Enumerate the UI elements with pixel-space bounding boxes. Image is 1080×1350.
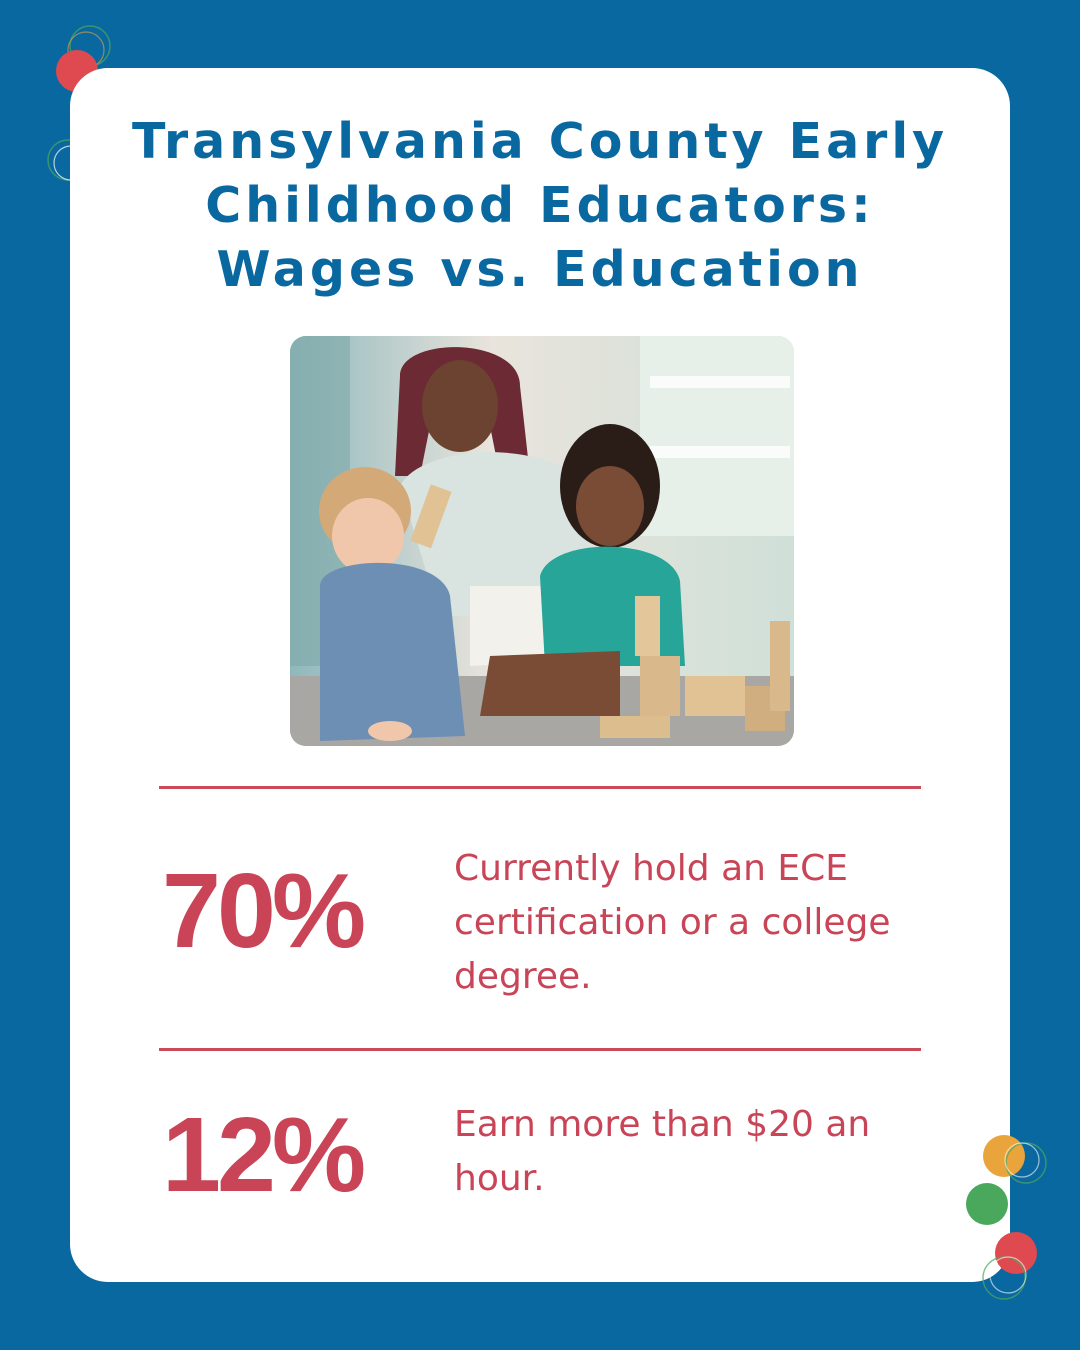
green-dot (966, 1183, 1008, 1225)
title-line-3: Wages vs. Education (216, 241, 864, 298)
stat-value-certification: 70% (162, 852, 363, 970)
divider-top (159, 786, 921, 789)
page-title (0, 110, 1080, 302)
teacher-children-photo (290, 336, 794, 746)
title-line-1: Transylvania County Early (131, 113, 949, 170)
decorative-dots-bottom-right (950, 1125, 1060, 1315)
stat-description-wages: Earn more than $20 an hour. (454, 1104, 871, 1199)
red-dot (995, 1232, 1037, 1274)
stat-description-certification: Currently hold an ECE certification or a college degree. (454, 848, 891, 997)
orange-dot (983, 1135, 1025, 1177)
title-line-2: Childhood Educators: (205, 177, 875, 234)
divider-middle (159, 1048, 921, 1051)
photo-illustration (290, 336, 794, 746)
stat-value-wages: 12% (162, 1096, 363, 1214)
